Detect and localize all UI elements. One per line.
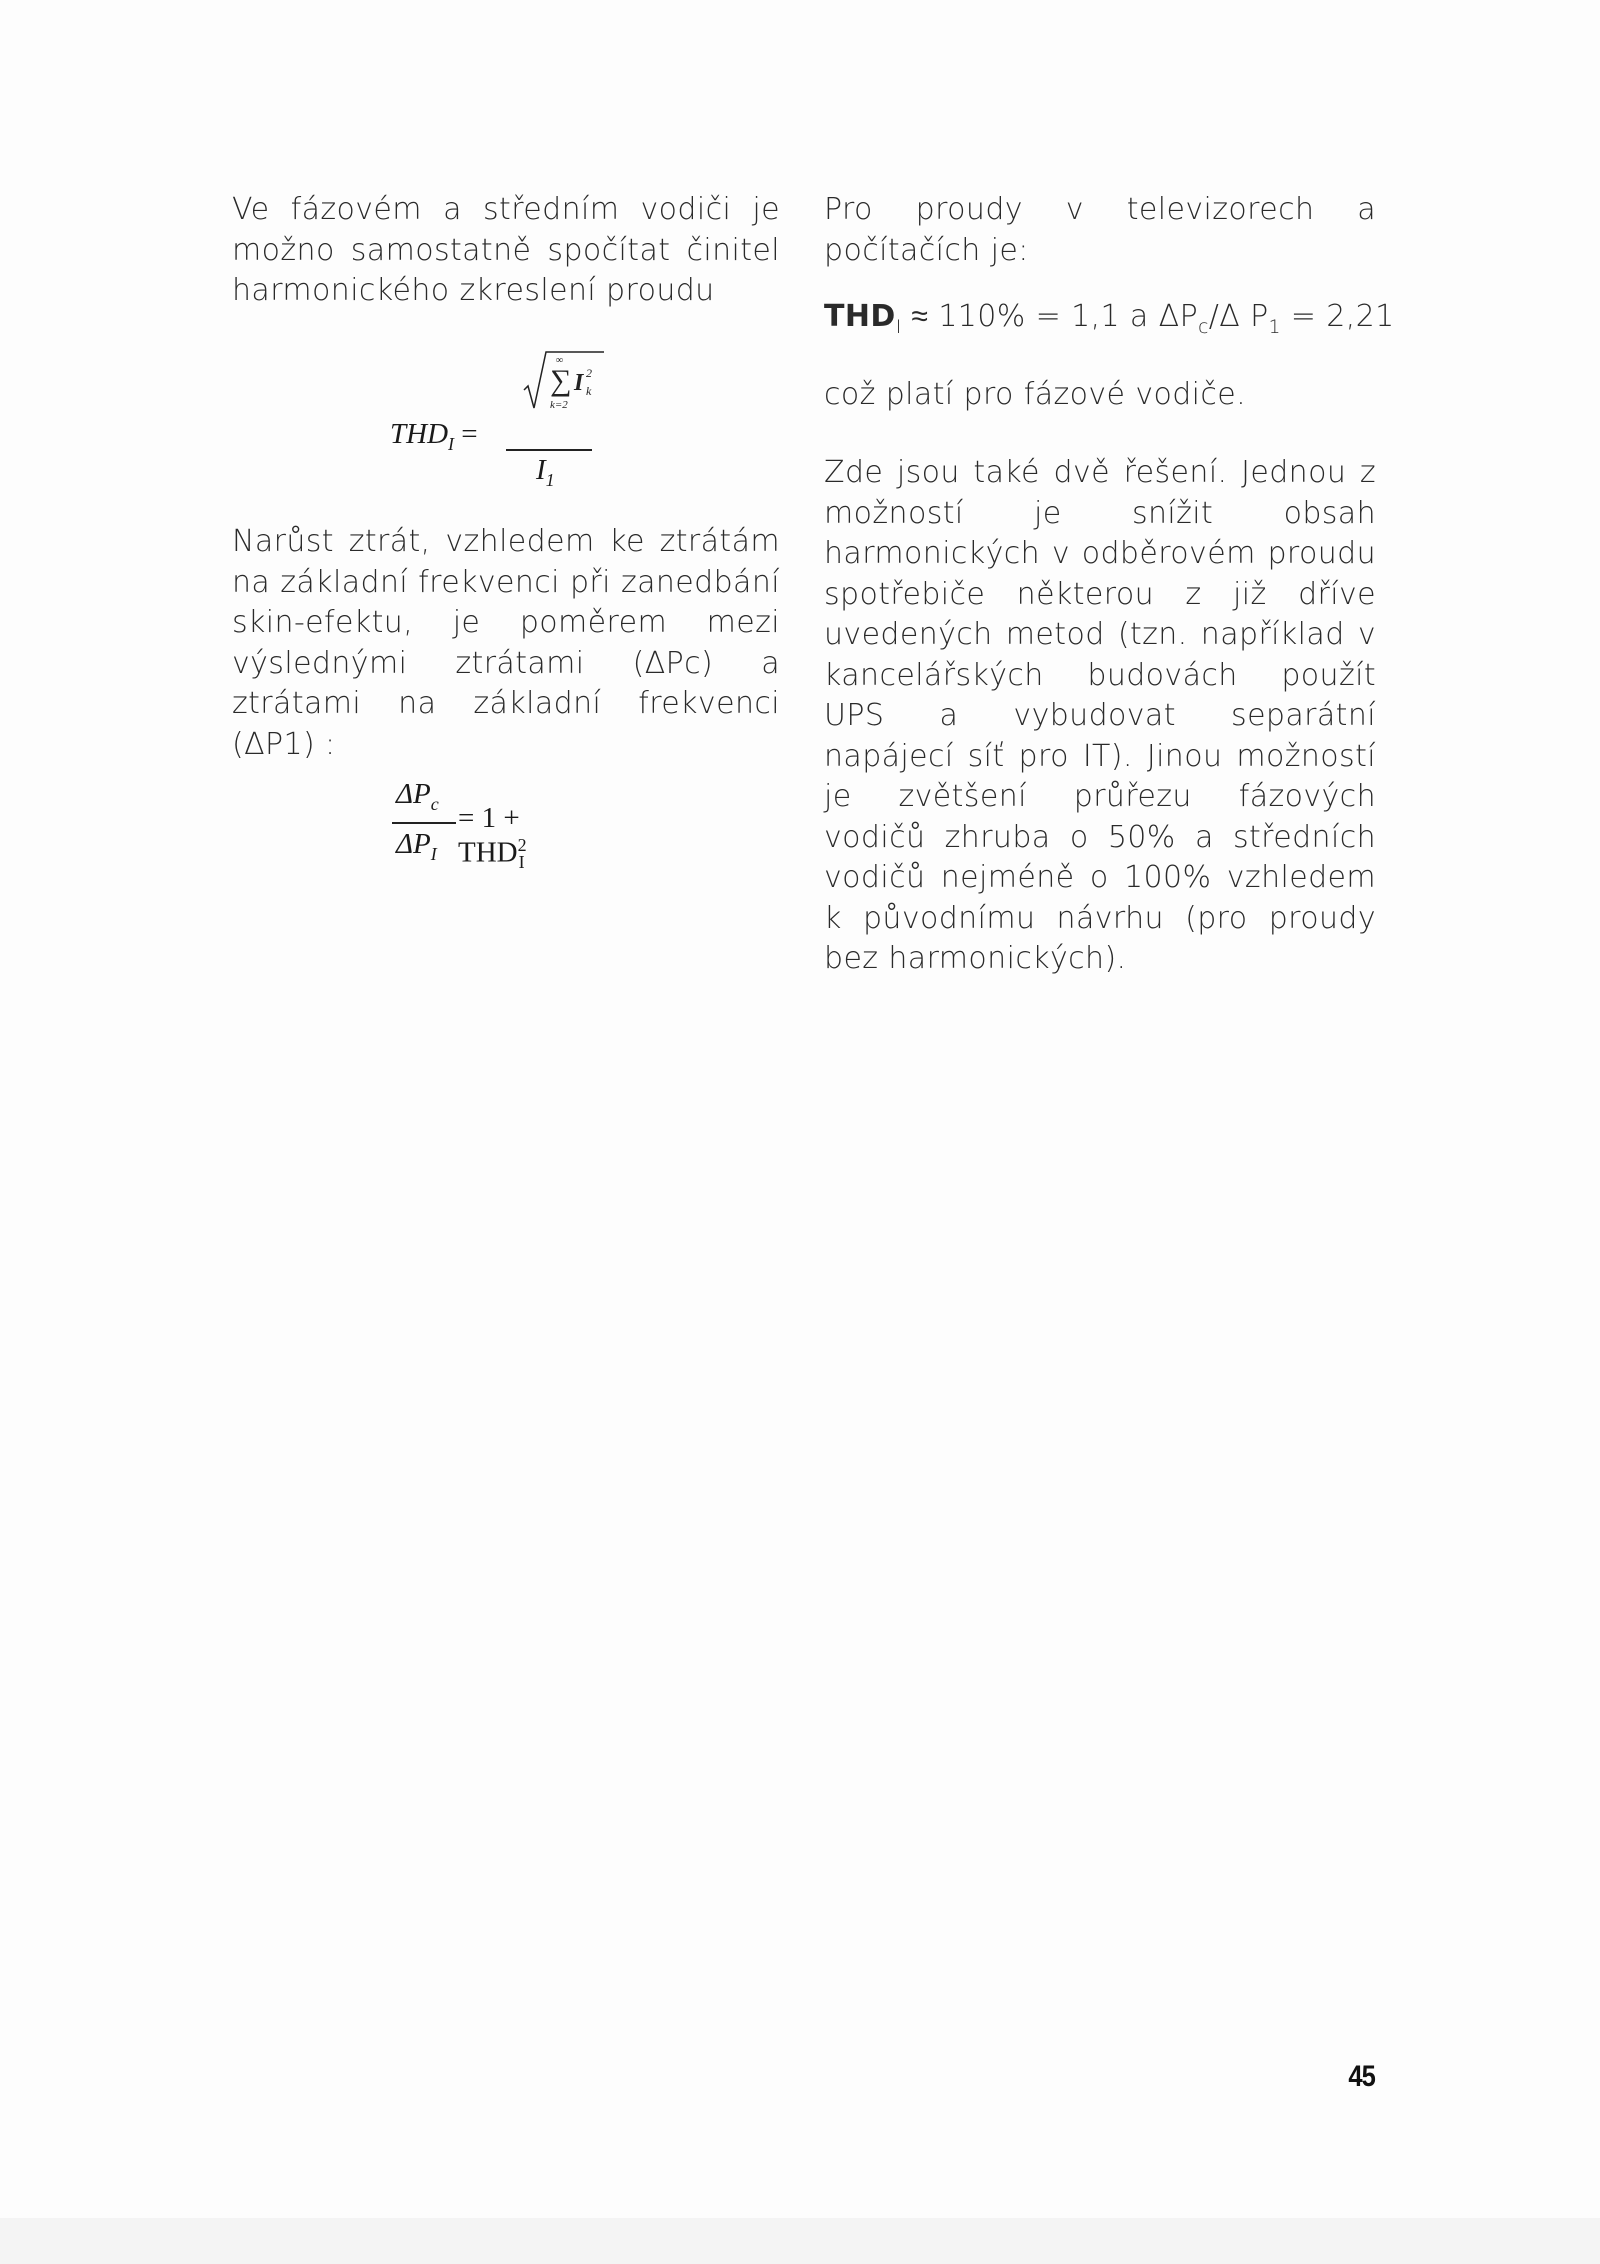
page-number: 45 xyxy=(1348,2060,1376,2093)
sum-lower-limit: k=2 xyxy=(550,399,568,411)
paragraph-tv-pc: Pro proudy v televizorech a počítačích je: xyxy=(824,192,1376,268)
thd-formula xyxy=(390,350,610,490)
fraction-bar xyxy=(506,449,592,451)
scan-bottom-edge xyxy=(0,2218,1600,2264)
sum-term-sub: k xyxy=(586,384,592,398)
thd-value-line: $THD_I \approx 110\% = 1,1$ a $\Delta P_c/\Delta$ $P_1 = 2,21$ xyxy=(824,299,1395,338)
thd-formula-denominator: $I_1$ xyxy=(536,454,555,490)
fraction-bar xyxy=(392,822,456,824)
sum-term-sup: 2 xyxy=(586,366,592,380)
sum-upper-limit: ∞ xyxy=(556,355,564,366)
thd-formula-lhs: $THD_I$ = xyxy=(390,418,478,454)
loss-ratio-formula xyxy=(392,778,622,878)
paragraph-intro: Ve fázovém a středním vodiči je možno samostatně spočítat činitel harmonického zkreslení proudu xyxy=(232,192,780,308)
paragraph-losses: Narůst ztrát, vzhledem ke ztrátám na základní frekvenci při zanedbání skin-efektu, je poměrem mezi výslednými ztrátami (ΔPc) a ztrátami na základní frekvenci (ΔP1) : xyxy=(232,524,780,762)
loss-ratio-rhs: = $1 + THD^2_I$ xyxy=(458,802,527,873)
loss-ratio-numerator: $\Delta P_c$ xyxy=(396,778,439,814)
sqrt-sum-numerator xyxy=(522,350,604,412)
right-column xyxy=(824,190,1395,980)
sum-term: I xyxy=(574,370,584,396)
loss-ratio-denominator: $\Delta P_I$ xyxy=(396,828,437,864)
left-column-lower xyxy=(232,522,780,765)
paragraph-phase-conductors: což platí pro fázové vodiče. xyxy=(824,376,1247,412)
left-column xyxy=(232,190,780,312)
paragraph-solutions: Zde jsou také dvě řešení. Jednou z možností je snížit obsah harmonických v odběrovém proudu spotřebiče některou z již dříve uvedených metod (tzn. například v kancelářských budovách použít UPS a vybudovat separátní napájecí síť pro IT). Jinou možností je zvětšení průřezu fázových vodičů zhruba o 50% a středních vodičů nejméně o 100% vzhledem k původnímu návrhu (pro proudy bez harmonických). xyxy=(824,455,1376,976)
sigma-symbol: ∑ xyxy=(550,364,572,397)
